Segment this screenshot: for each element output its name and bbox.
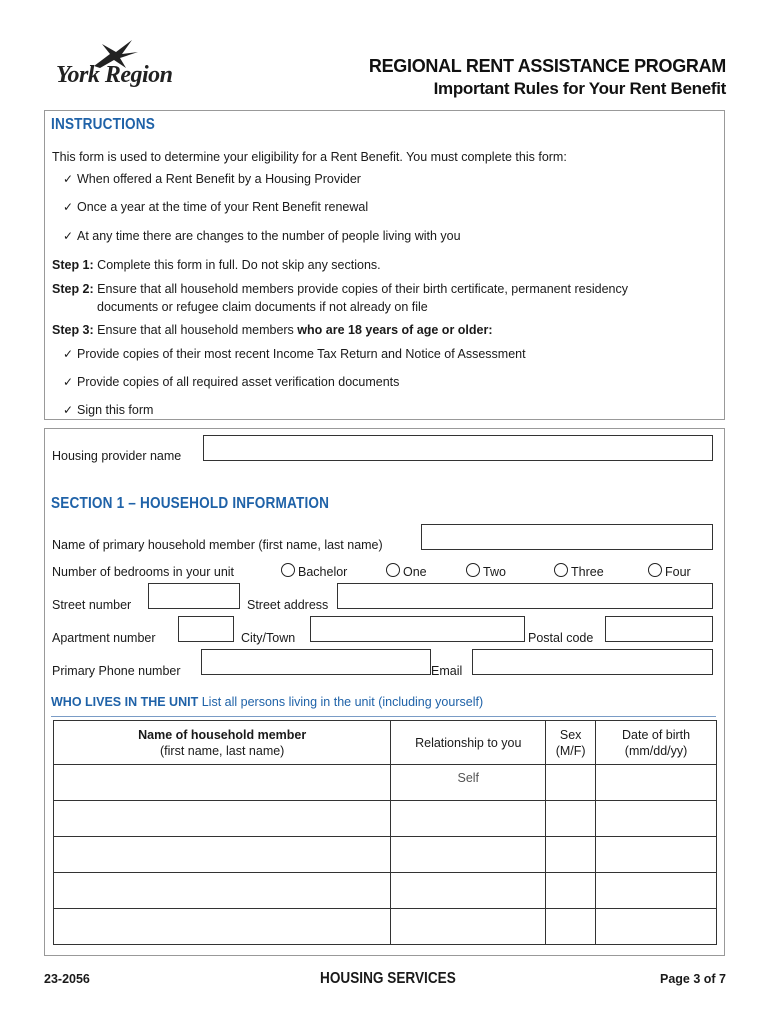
dob-cell[interactable] [596,909,717,945]
checkmark-icon: ✓ [63,403,74,417]
checkmark-icon: ✓ [63,200,74,214]
sex-cell[interactable] [546,909,596,945]
name-cell[interactable] [54,765,391,801]
checkmark-icon: ✓ [63,375,74,389]
street-address-label: Street address [247,598,329,612]
household-form [44,428,725,956]
name-cell[interactable] [54,873,391,909]
radio-label: One [403,565,427,579]
street-number-label: Street number [52,598,132,612]
sex-cell[interactable] [546,801,596,837]
postal-label: Postal code [528,631,594,645]
table-header-row [54,721,717,765]
table-row [54,909,717,945]
logo-text: York Region [56,62,173,88]
email-input[interactable] [472,649,713,675]
sex-cell[interactable] [546,765,596,801]
table-row [54,873,717,909]
radio-label: Four [665,565,691,579]
relationship-cell[interactable] [391,909,546,945]
city-input[interactable] [310,616,525,642]
who-lives-heading: WHO LIVES IN THE UNIT List all persons living in the unit (including yourself) [51,695,484,709]
step-3: Step 3: Ensure that all household members who are 18 years of age or older: [52,323,493,337]
radio-three[interactable] [554,563,568,577]
relationship-cell: Self [391,765,546,801]
department-name: HOUSING SERVICES [320,970,456,987]
bedrooms-label: Number of bedrooms in your unit [52,565,235,579]
street-number-input[interactable] [148,583,240,609]
radio-label: Bachelor [298,565,348,579]
radio-label: Two [483,565,506,579]
dob-cell[interactable] [596,837,717,873]
radio-bachelor[interactable] [281,563,295,577]
york-region-logo [56,40,196,92]
relationship-cell[interactable] [391,801,546,837]
email-label: Email [431,664,463,678]
section-1-heading: SECTION 1 – HOUSEHOLD INFORMATION [51,495,330,512]
name-cell[interactable] [54,801,391,837]
instructions-intro: This form is used to determine your eligibility for a Rent Benefit. You must complete this form: [52,150,567,164]
check-item: ✓ Sign this form [63,403,154,417]
checkmark-icon: ✓ [63,229,74,243]
title-block [369,56,726,99]
radio-label: Three [571,565,604,579]
postal-code-input[interactable] [605,616,713,642]
street-address-input[interactable] [337,583,713,609]
check-item: ✓ Provide copies of all required asset verification documents [63,375,400,389]
housing-provider-label: Housing provider name [52,449,182,463]
table-row [54,801,717,837]
radio-four[interactable] [648,563,662,577]
instructions-heading: INSTRUCTIONS [51,116,156,133]
page-number: Page 3 of 7 [660,972,726,986]
apartment-input[interactable] [178,616,234,642]
sex-cell[interactable] [546,873,596,909]
page-title: REGIONAL RENT ASSISTANCE PROGRAM [368,56,726,76]
step-1: Step 1: Complete this form in full. Do not skip any sections. [52,258,381,272]
step-2-continued: documents or refugee claim documents if not already on file [97,300,428,314]
instructions-box [44,110,725,420]
phone-label: Primary Phone number [52,664,181,678]
table-row [54,837,717,873]
col-sex-header: Sex (M/F) [546,721,596,765]
checkmark-icon: ✓ [63,347,74,361]
relationship-cell[interactable] [391,837,546,873]
dob-cell[interactable] [596,765,717,801]
check-item: ✓ When offered a Rent Benefit by a Housing Provider [63,172,361,186]
radio-one[interactable] [386,563,400,577]
form-number: 23-2056 [44,972,90,986]
step-2: Step 2: Ensure that all household members provide copies of their birth certificate, permanent residency [52,282,629,296]
col-dob-header: Date of birth (mm/dd/yy) [596,721,717,765]
primary-member-input[interactable] [421,524,713,550]
col-name-header: Name of household member (first name, last name) [54,721,391,765]
radio-two[interactable] [466,563,480,577]
primary-member-label: Name of primary household member (first name, last name) [52,538,383,552]
name-cell[interactable] [54,837,391,873]
check-item: ✓ Once a year at the time of your Rent Benefit renewal [63,200,369,214]
sex-cell[interactable] [546,837,596,873]
checkmark-icon: ✓ [63,172,74,186]
col-relationship-header: Relationship to you [391,721,546,765]
check-item: ✓ Provide copies of their most recent Income Tax Return and Notice of Assessment [63,347,526,361]
relationship-cell[interactable] [391,873,546,909]
city-label: City/Town [241,631,296,645]
check-item: ✓ At any time there are changes to the number of people living with you [63,229,461,243]
housing-provider-input[interactable] [203,435,713,461]
apartment-label: Apartment number [52,631,156,645]
phone-input[interactable] [201,649,431,675]
dob-cell[interactable] [596,801,717,837]
page-subtitle: Important Rules for Your Rent Benefit [433,79,726,98]
household-members-table [53,720,717,945]
name-cell[interactable] [54,909,391,945]
table-row [54,765,717,801]
dob-cell[interactable] [596,873,717,909]
